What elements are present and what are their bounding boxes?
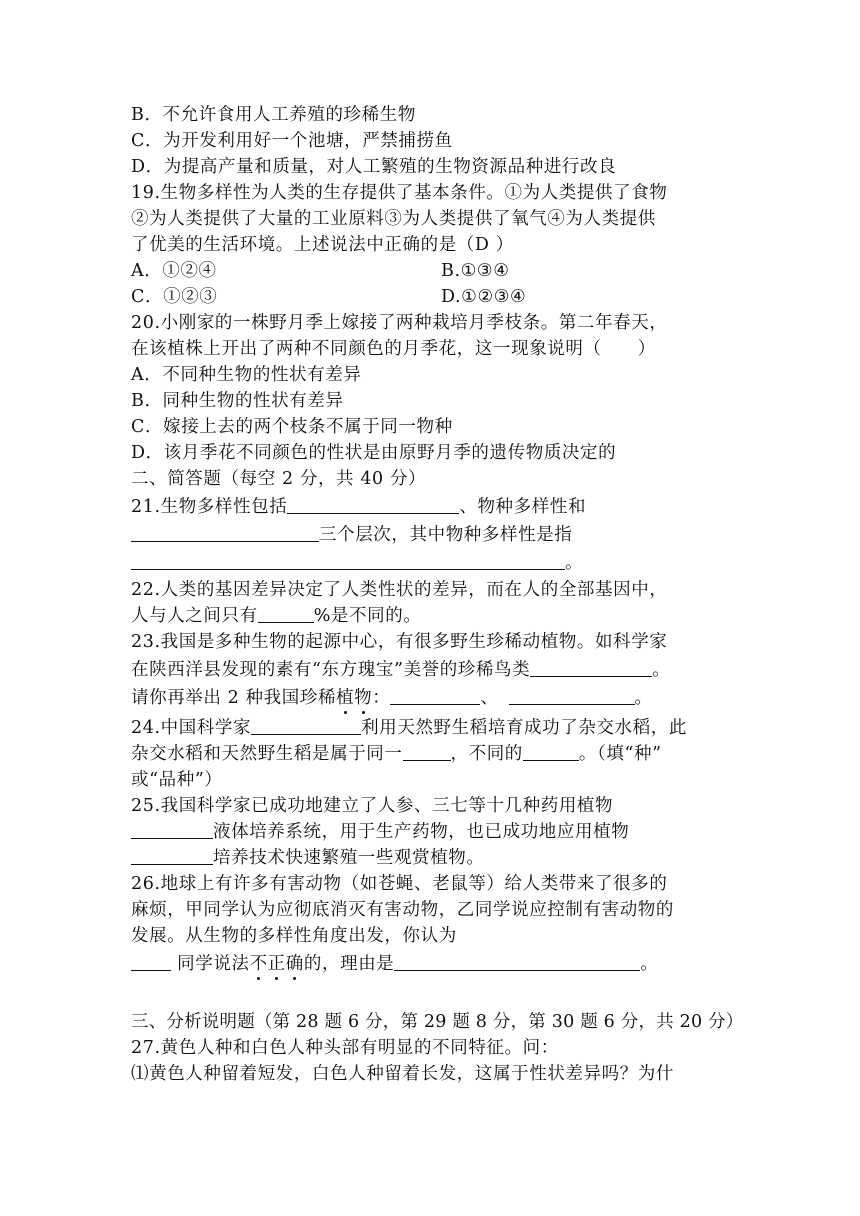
text: B．不允许食用人工养殖的珍稀生物: [131, 105, 416, 125]
q23-line3: [131, 686, 653, 710]
text: ⑴黄色人种留着短发，白色人种留着长发，这属于性状差异吗？为什: [131, 1064, 674, 1084]
emphasis-char: 植: [336, 688, 355, 708]
text: ：: [372, 688, 391, 708]
q19-stem-line1: [131, 181, 667, 205]
text: D．为提高产量和质量，对人工繁殖的生物资源品种进行改良: [131, 157, 617, 177]
text: 发展。从生物的多样性角度出发，你认为: [131, 926, 457, 946]
text: 24.中国科学家: [131, 718, 252, 738]
section-2-heading: [131, 467, 426, 491]
q19-option-a: A．①②④: [131, 261, 217, 281]
emphasis-char: 不: [249, 954, 268, 974]
text: 三、分析说明题（第 28 题 6 分，第 29 题 8 分，第 30 题 6 分，共 20 分）: [131, 1012, 744, 1032]
text: 培养技术快速繁殖一些观赏植物。: [213, 848, 485, 868]
q24-line3: [131, 768, 223, 792]
text: D．该月季花不同颜色的性状是由原野月季的遗传物质决定的: [131, 443, 617, 463]
q21-line1: [131, 495, 586, 519]
emphasis-char: 确: [285, 954, 304, 974]
q20-stem-line2: [131, 337, 656, 361]
q25-line1: [131, 794, 613, 818]
q19-option-c: C．①②③: [131, 287, 218, 307]
answer-blank[interactable]: [258, 604, 314, 623]
answer-blank[interactable]: [287, 495, 459, 514]
text: 麻烦，甲同学认为应彻底消灭有害动物，乙同学说应控制有害动物的: [131, 900, 674, 920]
q18-option-c: [131, 129, 453, 153]
q19-options-row2: [131, 285, 527, 309]
text: 23.我国是多种生物的起源中心，有很多野生珍稀动植物。如科学家: [131, 632, 668, 652]
q23-line2: [131, 658, 670, 682]
answer-blank[interactable]: [403, 742, 451, 761]
text: 利用天然野生稻培育成功了杂交水稻，此: [361, 718, 687, 738]
q19-options-row1: [131, 259, 510, 283]
q19-stem-line2: [131, 207, 656, 231]
answer-blank[interactable]: [131, 820, 213, 839]
text: 。: [634, 688, 653, 708]
text: 。: [565, 553, 584, 573]
text: 人与人之间只有: [131, 606, 258, 626]
text: 。: [652, 660, 671, 680]
text: 三个层次，其中物种多样性是指: [319, 525, 573, 545]
answer-blank[interactable]: [131, 846, 213, 865]
q27-sub1: [131, 1062, 674, 1086]
q20-option-b: [131, 389, 344, 413]
text: %是不同的。: [313, 606, 422, 626]
text: 25.我国科学家已成功地建立了人参、三七等十几种药用植物: [131, 796, 614, 816]
q19-option-b: B.①③④: [441, 261, 510, 281]
answer-blank[interactable]: [530, 658, 652, 677]
answer-blank[interactable]: [523, 742, 579, 761]
text: B．同种生物的性状有差异: [131, 391, 344, 411]
answer-blank[interactable]: [394, 952, 640, 971]
text: 液体培养系统，用于生产药物，也已成功地应用植物: [213, 822, 630, 842]
q27-stem: [131, 1036, 559, 1060]
q26-line4: [131, 952, 659, 976]
q25-line2: [131, 820, 629, 844]
q23-line1: [131, 630, 667, 654]
q26-line2: [131, 898, 674, 922]
text: 在陕西洋县发现的素有“东方瑰宝”美誉的珍稀鸟类: [131, 660, 531, 680]
text: 请你再举出 2 种我国珍稀: [131, 688, 337, 708]
text: 二、简答题（每空 2 分，共 40 分）: [131, 469, 427, 489]
q24-line2: [131, 742, 662, 766]
q21-line2: [131, 523, 572, 547]
text: 26.地球上有许多有害动物（如苍蝇、老鼠等）给人类带来了很多的: [131, 874, 668, 894]
q20-option-a: [131, 363, 361, 387]
text: 、: [480, 688, 499, 708]
q18-option-d: [131, 155, 616, 179]
answer-blank[interactable]: [131, 523, 319, 542]
emphasis-char: 物: [354, 688, 373, 708]
text: 同学说法: [171, 954, 250, 974]
q22-line1: [131, 578, 667, 602]
text: 。（填“种”: [578, 744, 662, 764]
q26-line1: [131, 872, 667, 896]
text: 或“品种”）: [131, 770, 223, 790]
answer-blank[interactable]: [131, 952, 171, 971]
text: 、物种多样性和: [459, 497, 587, 517]
answer-blank[interactable]: [251, 716, 361, 735]
text: 了优美的生活环境。上述说法中正确的是（D ）: [131, 235, 514, 255]
q22-line2: [131, 604, 421, 628]
q24-line1: [131, 716, 687, 740]
text: 在该植株上开出了两种不同颜色的月季花，这一现象说明（ ）: [131, 339, 656, 359]
answer-blank[interactable]: [131, 551, 565, 570]
text: 。: [640, 954, 659, 974]
text: A．不同种生物的性状有差异: [131, 365, 362, 385]
section-3-heading: [131, 1010, 743, 1034]
q26-line3: [131, 924, 457, 948]
q20-stem-line1: [131, 311, 667, 335]
text: 22.人类的基因差异决定了人类性状的差异，而在人的全部基因中，: [131, 580, 668, 600]
q20-option-d: [131, 441, 616, 465]
q18-option-b: [131, 103, 416, 127]
q20-option-c: [131, 415, 453, 439]
text: 的，理由是: [303, 954, 395, 974]
text: C．嫁接上去的两个枝条不属于同一物种: [131, 417, 453, 437]
text: ，不同的: [450, 744, 523, 764]
text: C．为开发利用好一个池塘，严禁捕捞鱼: [131, 131, 453, 151]
text: 杂交水稻和天然野生稻是属于同一: [131, 744, 403, 764]
q19-stem-line3: [131, 233, 514, 257]
q25-line3: [131, 846, 485, 870]
text: 20.小刚家的一株野月季上嫁接了两种栽培月季枝条。第二年春天，: [131, 313, 668, 333]
text: 27.黄色人种和白色人种头部有明显的不同特征。问：: [131, 1038, 559, 1058]
answer-blank[interactable]: [390, 686, 480, 705]
emphasis-char: 正: [267, 954, 286, 974]
answer-blank[interactable]: [509, 686, 635, 705]
text: 19.生物多样性为人类的生存提供了基本条件。①为人类提供了食物: [131, 183, 668, 203]
text: 21.生物多样性包括: [131, 497, 288, 517]
q19-option-d: D.①②③④: [441, 287, 527, 307]
q21-line3: [131, 551, 583, 575]
text: ②为人类提供了大量的工业原料③为人类提供了氧气④为人类提供: [131, 209, 656, 229]
